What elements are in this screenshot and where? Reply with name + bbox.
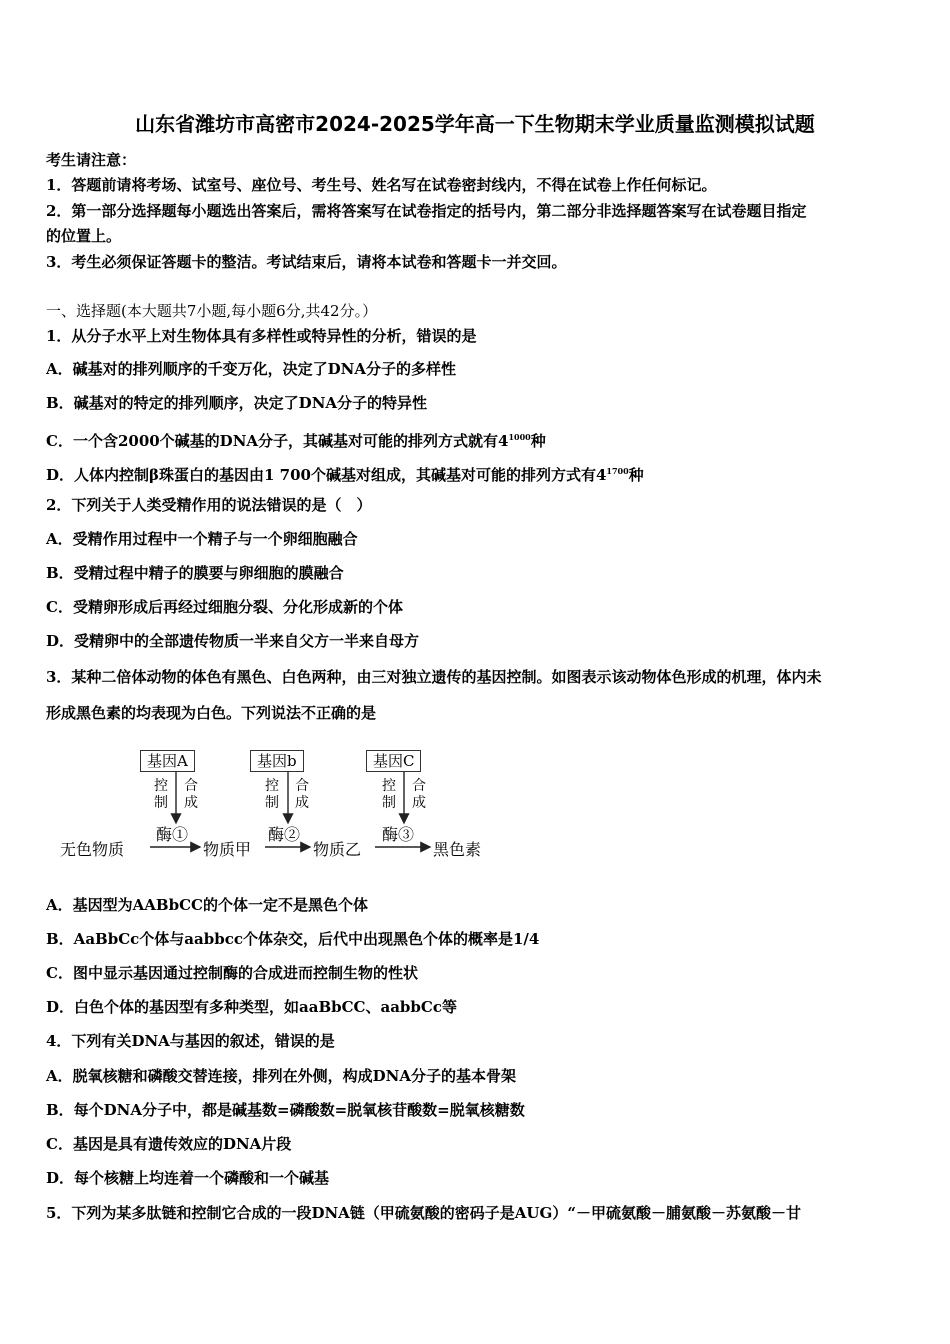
label: 成 bbox=[412, 795, 426, 811]
option: C．一个含2000个碱基的DNA分子，其碱基对可能的排列方式就有$4^{1000}$种 bbox=[46, 432, 546, 450]
notice-heading: 考生请注意： bbox=[46, 151, 137, 169]
enzyme-label: 酶② bbox=[268, 825, 301, 844]
notice-item: 的位置上。 bbox=[46, 227, 122, 245]
label: 成 bbox=[184, 795, 198, 811]
option: B．AaBbCc个体与aabbcc个体杂交，后代中出现黑色个体的概率是1/4 bbox=[46, 930, 540, 948]
enzyme-label: 酶① bbox=[156, 825, 189, 844]
section-heading: 一、选择题(本大题共7小题,每小题6分,共42分。） bbox=[46, 302, 378, 320]
question-stem: 形成黑色素的均表现为白色。下列说法不正确的是 bbox=[46, 704, 377, 722]
label: 控 bbox=[382, 778, 396, 794]
pathway-diagram bbox=[60, 748, 500, 863]
option: A．脱氧核糖和磷酸交替连接，排列在外侧，构成DNA分子的基本骨架 bbox=[46, 1067, 516, 1085]
label: 控 bbox=[154, 778, 168, 794]
option: D．每个核糖上均连着一个磷酸和一个碱基 bbox=[46, 1169, 330, 1187]
option: C．基因是具有遗传效应的DNA片段 bbox=[46, 1135, 292, 1153]
option: D．人体内控制β珠蛋白的基因由1 700个碱基对组成，其碱基对可能的排列方式有$4^{1700}$种 bbox=[46, 466, 644, 484]
substance-label: 物质乙 bbox=[313, 840, 362, 859]
question-stem: 2．下列关于人类受精作用的说法错误的是（ ） bbox=[46, 496, 372, 514]
label: 制 bbox=[265, 795, 279, 811]
notice-item: 1．答题前请将考场、试室号、座位号、考生号、姓名写在试卷密封线内，不得在试卷上作任何标记。 bbox=[46, 176, 717, 194]
page-title: 山东省潍坊市高密市2024-2025学年高一下生物期末学业质量监测模拟试题 bbox=[135, 112, 815, 136]
option: A．受精作用过程中一个精子与一个卵细胞融合 bbox=[46, 530, 358, 548]
option: D．白色个体的基因型有多种类型，如aaBbCC、aabbCc等 bbox=[46, 998, 457, 1016]
notice-item: 3．考生必须保证答题卡的整洁。考试结束后，请将本试卷和答题卡一并交回。 bbox=[46, 253, 567, 271]
label: 合 bbox=[295, 778, 309, 794]
label: 控 bbox=[265, 778, 279, 794]
option: A．基因型为AABbCC的个体一定不是黑色个体 bbox=[46, 896, 368, 914]
question-stem: 4．下列有关DNA与基因的叙述，错误的是 bbox=[46, 1032, 335, 1050]
notice-item: 2．第一部分选择题每小题选出答案后，需将答案写在试卷指定的括号内，第二部分非选择题答案写在试卷题目指定 bbox=[46, 202, 807, 220]
substance-label: 黑色素 bbox=[433, 840, 482, 859]
gene-box: 基因C bbox=[366, 750, 421, 772]
question-stem: 3．某种二倍体动物的体色有黑色、白色两种，由三对独立遗传的基因控制。如图表示该动物体色形成的机理，体内未 bbox=[46, 668, 822, 686]
label: 合 bbox=[184, 778, 198, 794]
question-stem: 5．下列为某多肽链和控制它合成的一段DNA链（甲硫氨酸的密码子是AUG）“－甲硫氨酸－脯氨酸－苏氨酸－甘 bbox=[46, 1204, 801, 1222]
label: 制 bbox=[154, 795, 168, 811]
label: 合 bbox=[412, 778, 426, 794]
question-stem: 1．从分子水平上对生物体具有多样性或特异性的分析，错误的是 bbox=[46, 327, 477, 345]
label: 成 bbox=[295, 795, 309, 811]
option: B．碱基对的特定的排列顺序，决定了DNA分子的特异性 bbox=[46, 394, 428, 412]
gene-box: 基因A bbox=[140, 750, 195, 772]
option: B．每个DNA分子中，都是碱基数=磷酸数=脱氧核苷酸数=脱氧核糖数 bbox=[46, 1101, 525, 1119]
option: B．受精过程中精子的膜要与卵细胞的膜融合 bbox=[46, 564, 344, 582]
label: 制 bbox=[382, 795, 396, 811]
substance-label: 无色物质 bbox=[60, 840, 125, 859]
substance-label: 物质甲 bbox=[203, 840, 252, 859]
enzyme-label: 酶③ bbox=[382, 825, 415, 844]
option: A．碱基对的排列顺序的千变万化，决定了DNA分子的多样性 bbox=[46, 360, 456, 378]
option: D．受精卵中的全部遗传物质一半来自父方一半来自母方 bbox=[46, 632, 420, 650]
option: C．图中显示基因通过控制酶的合成进而控制生物的性状 bbox=[46, 964, 418, 982]
gene-box: 基因b bbox=[250, 750, 304, 772]
option: C．受精卵形成后再经过细胞分裂、分化形成新的个体 bbox=[46, 598, 403, 616]
